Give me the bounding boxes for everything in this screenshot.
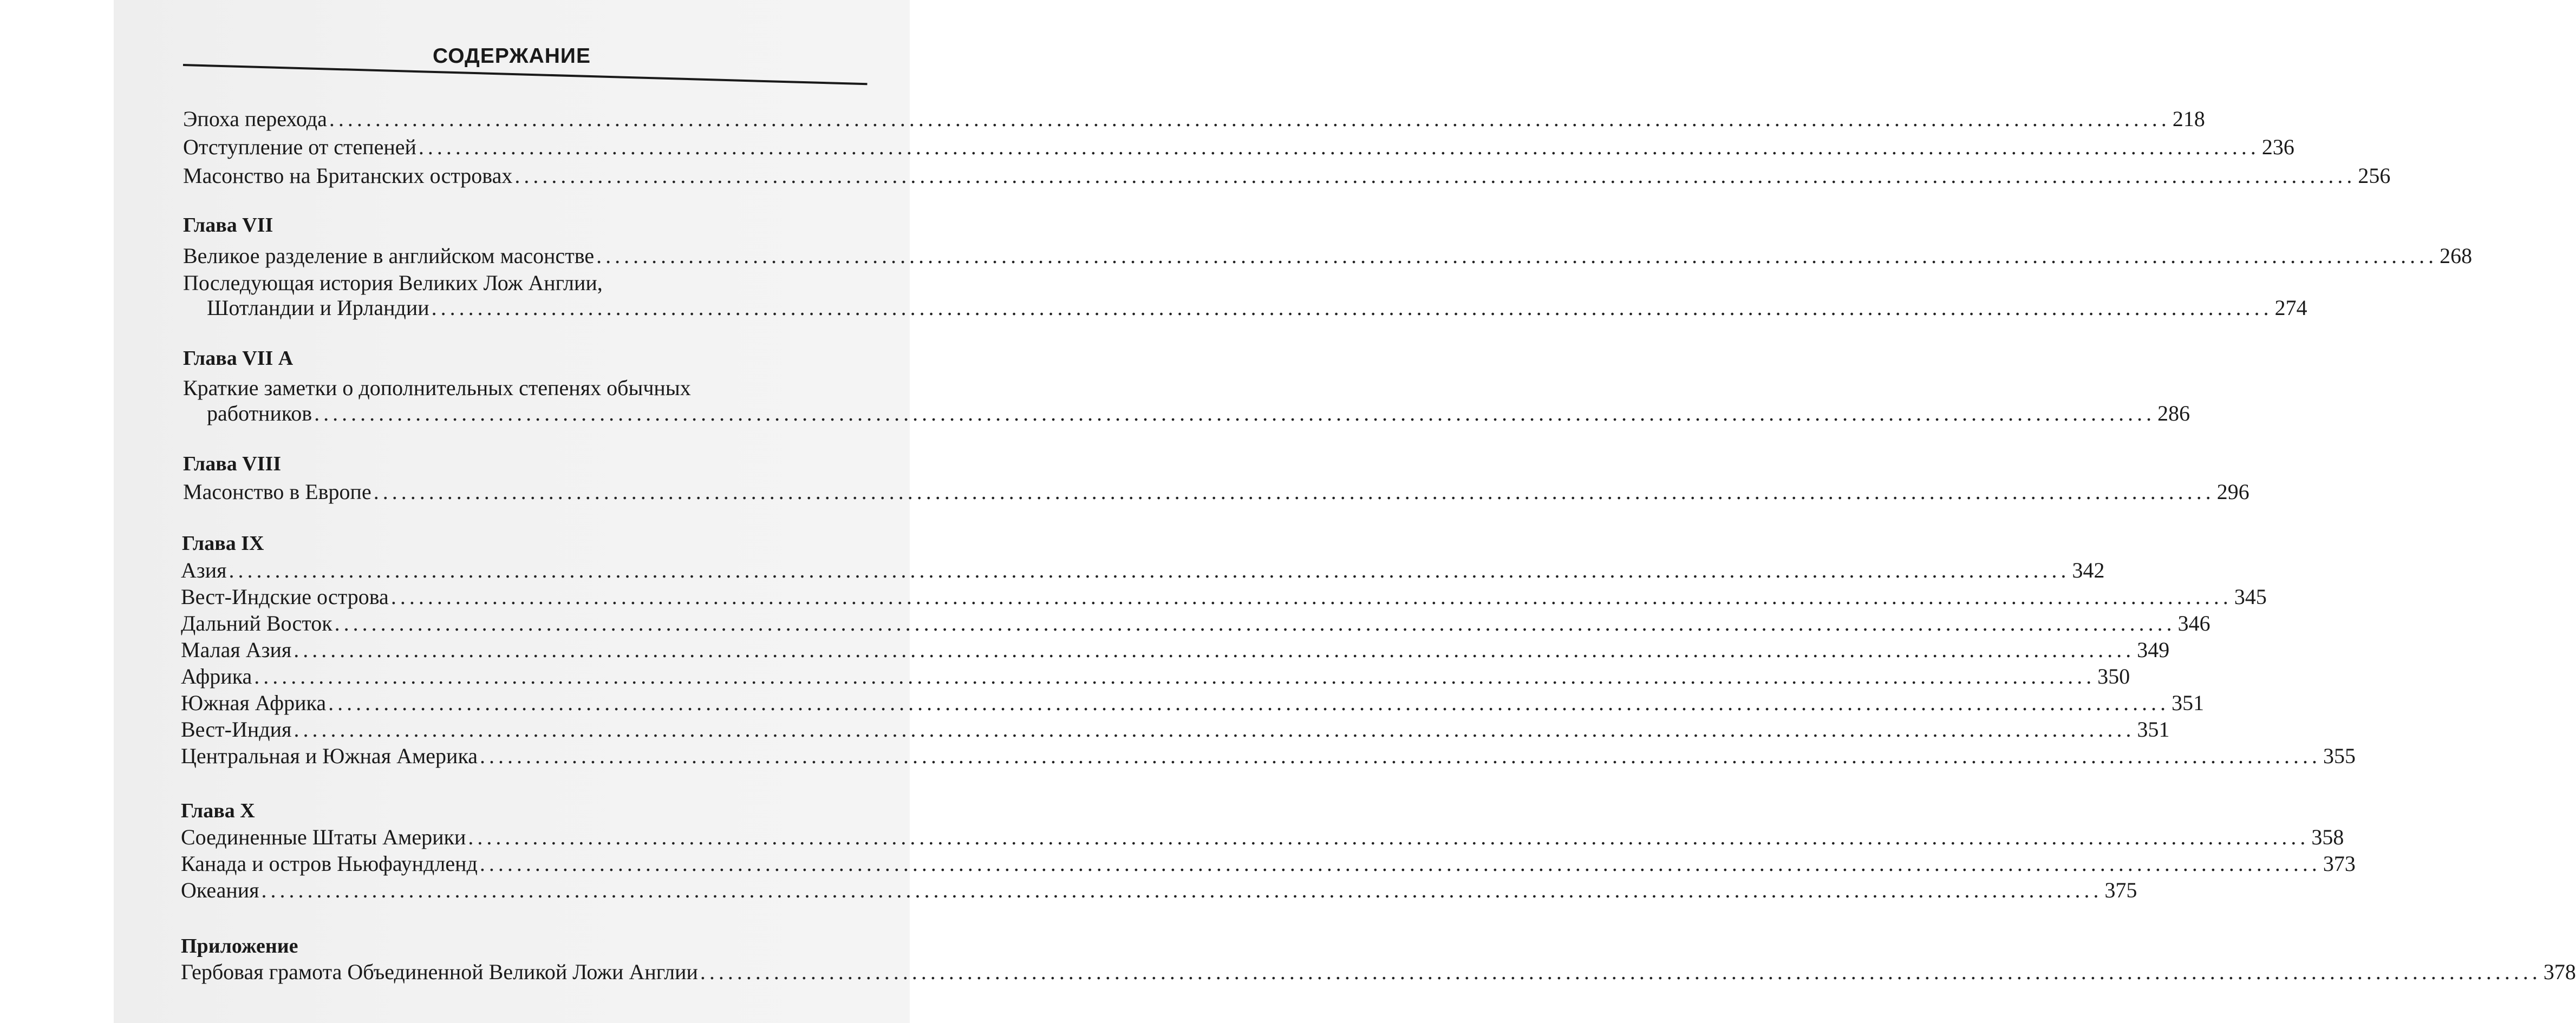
toc-entry[interactable]	[181, 825, 2344, 849]
dot-leader: ........................................................................................................................................................................................................	[418, 135, 2260, 159]
dot-leader: ........................................................................................................................................................................................................	[468, 825, 2310, 849]
toc-entry[interactable]	[181, 558, 2105, 582]
toc-entry-page: 358	[2311, 825, 2344, 849]
toc-entry-title: Соединенные Штаты Америки	[181, 825, 466, 849]
chapter-heading: Глава X	[181, 799, 255, 822]
toc-entry-page: 268	[2440, 244, 2473, 268]
dot-leader: ........................................................................................................................................................................................................	[329, 107, 2170, 131]
dot-leader: ........................................................................................................................................................................................................	[294, 717, 2135, 742]
chapter-heading: Глава IX	[182, 532, 264, 555]
toc-list	[114, 0, 2576, 1023]
toc-entry[interactable]	[183, 135, 2294, 159]
chapter-heading: Глава VIII	[183, 453, 282, 475]
chapter-heading: Глава VII	[183, 214, 273, 237]
dot-leader: ........................................................................................................................................................................................................	[294, 638, 2135, 662]
toc-entry-title: Масонство на Британских островах	[183, 163, 513, 188]
dot-leader: ........................................................................................................................................................................................................	[373, 480, 2215, 504]
toc-entry[interactable]	[181, 691, 2205, 715]
toc-entry-title: Гербовая грамота Объединенной Великой Ложи Англии	[181, 960, 698, 984]
toc-entry-title: Великое разделение в английском масонстве	[183, 244, 595, 268]
toc-entry-page: 345	[2234, 585, 2267, 609]
dot-leader: ........................................................................................................................................................................................................	[261, 878, 2103, 902]
dot-leader: ........................................................................................................................................................................................................	[479, 851, 2321, 876]
toc-entry-page: 218	[2172, 107, 2205, 131]
toc-entry-title: Океания	[181, 878, 259, 902]
toc-entry-title: Малая Азия	[181, 638, 292, 662]
toc-entry-page: 256	[2358, 163, 2391, 188]
toc-entry-title: Азия	[181, 558, 227, 582]
toc-entry-title: Дальний Восток	[181, 611, 332, 635]
toc-entry-page: 378	[2543, 960, 2576, 984]
toc-entry[interactable]	[181, 638, 2170, 662]
chapter-heading: Глава VII А	[183, 347, 294, 370]
toc-entry-title: Отступление от степеней	[183, 135, 416, 159]
toc-entry[interactable]	[183, 107, 2205, 131]
page-title: СОДЕРЖАНИЕ	[433, 44, 591, 68]
toc-entry-page: 346	[2177, 611, 2210, 635]
dot-leader: ........................................................................................................................................................................................................	[229, 558, 2070, 582]
toc-entry-title: Вест-Индские острова	[181, 585, 389, 609]
toc-entry-page: 375	[2104, 878, 2137, 902]
dot-leader: ........................................................................................................................................................................................................	[328, 691, 2170, 715]
toc-entry[interactable]	[181, 717, 2170, 742]
toc-entry-title: Масонство в Европе	[183, 480, 371, 504]
dot-leader: ........................................................................................................................................................................................................	[596, 244, 2438, 268]
toc-entry-title: Эпоха перехода	[183, 107, 327, 131]
toc-entry-title: Африка	[181, 664, 252, 688]
dot-leader: ........................................................................................................................................................................................................	[480, 744, 2321, 768]
dot-leader: ........................................................................................................................................................................................................	[254, 664, 2096, 688]
toc-entry-page: 350	[2097, 664, 2130, 688]
dot-leader: ........................................................................................................................................................................................................	[314, 401, 2156, 425]
toc-entry-title: Канада и остров Ньюфаундленд	[181, 851, 478, 876]
appendix-heading: Приложение	[181, 935, 298, 958]
toc-entry-page: 355	[2323, 744, 2356, 768]
toc-entry-page: 342	[2072, 558, 2105, 582]
dot-leader: ........................................................................................................................................................................................................	[334, 611, 2176, 635]
toc-entry-page: 236	[2261, 135, 2294, 159]
book-page	[114, 0, 2576, 1023]
toc-entry[interactable]	[181, 744, 2356, 768]
toc-entry-title: Шотландии и Ирландии	[207, 296, 429, 320]
toc-entry[interactable]	[181, 611, 2210, 635]
toc-entry[interactable]	[181, 960, 2576, 984]
toc-entry-title: работников	[207, 401, 312, 425]
dot-leader: ........................................................................................................................................................................................................	[700, 960, 2541, 984]
toc-entry-title: Вест-Индия	[181, 717, 292, 742]
toc-entry-title-line: Краткие заметки о дополнительных степенях обычных	[183, 376, 691, 400]
toc-entry-page: 351	[2171, 691, 2205, 715]
dot-leader: ........................................................................................................................................................................................................	[514, 163, 2356, 188]
toc-entry-title-line: Последующая история Великих Лож Англии,	[183, 271, 603, 295]
toc-entry[interactable]	[181, 585, 2267, 609]
toc-entry[interactable]	[181, 851, 2356, 876]
toc-entry-title: Центральная и Южная Америка	[181, 744, 478, 768]
dot-leader: ........................................................................................................................................................................................................	[431, 296, 2273, 320]
dot-leader: ........................................................................................................................................................................................................	[390, 585, 2232, 609]
toc-entry[interactable]	[181, 878, 2137, 902]
toc-entry[interactable]	[183, 163, 2391, 188]
toc-entry-page: 349	[2137, 638, 2170, 662]
toc-entry-page: 296	[2216, 480, 2249, 504]
toc-entry-page: 373	[2323, 851, 2356, 876]
toc-entry[interactable]	[207, 296, 2307, 320]
toc-entry[interactable]	[207, 401, 2190, 425]
toc-entry[interactable]	[181, 664, 2130, 688]
toc-entry[interactable]	[183, 244, 2473, 268]
toc-entry[interactable]	[183, 480, 2249, 504]
toc-entry-page: 274	[2274, 296, 2307, 320]
toc-entry-page: 286	[2157, 401, 2190, 425]
toc-entry-page: 351	[2137, 717, 2170, 742]
toc-entry-title: Южная Африка	[181, 691, 327, 715]
